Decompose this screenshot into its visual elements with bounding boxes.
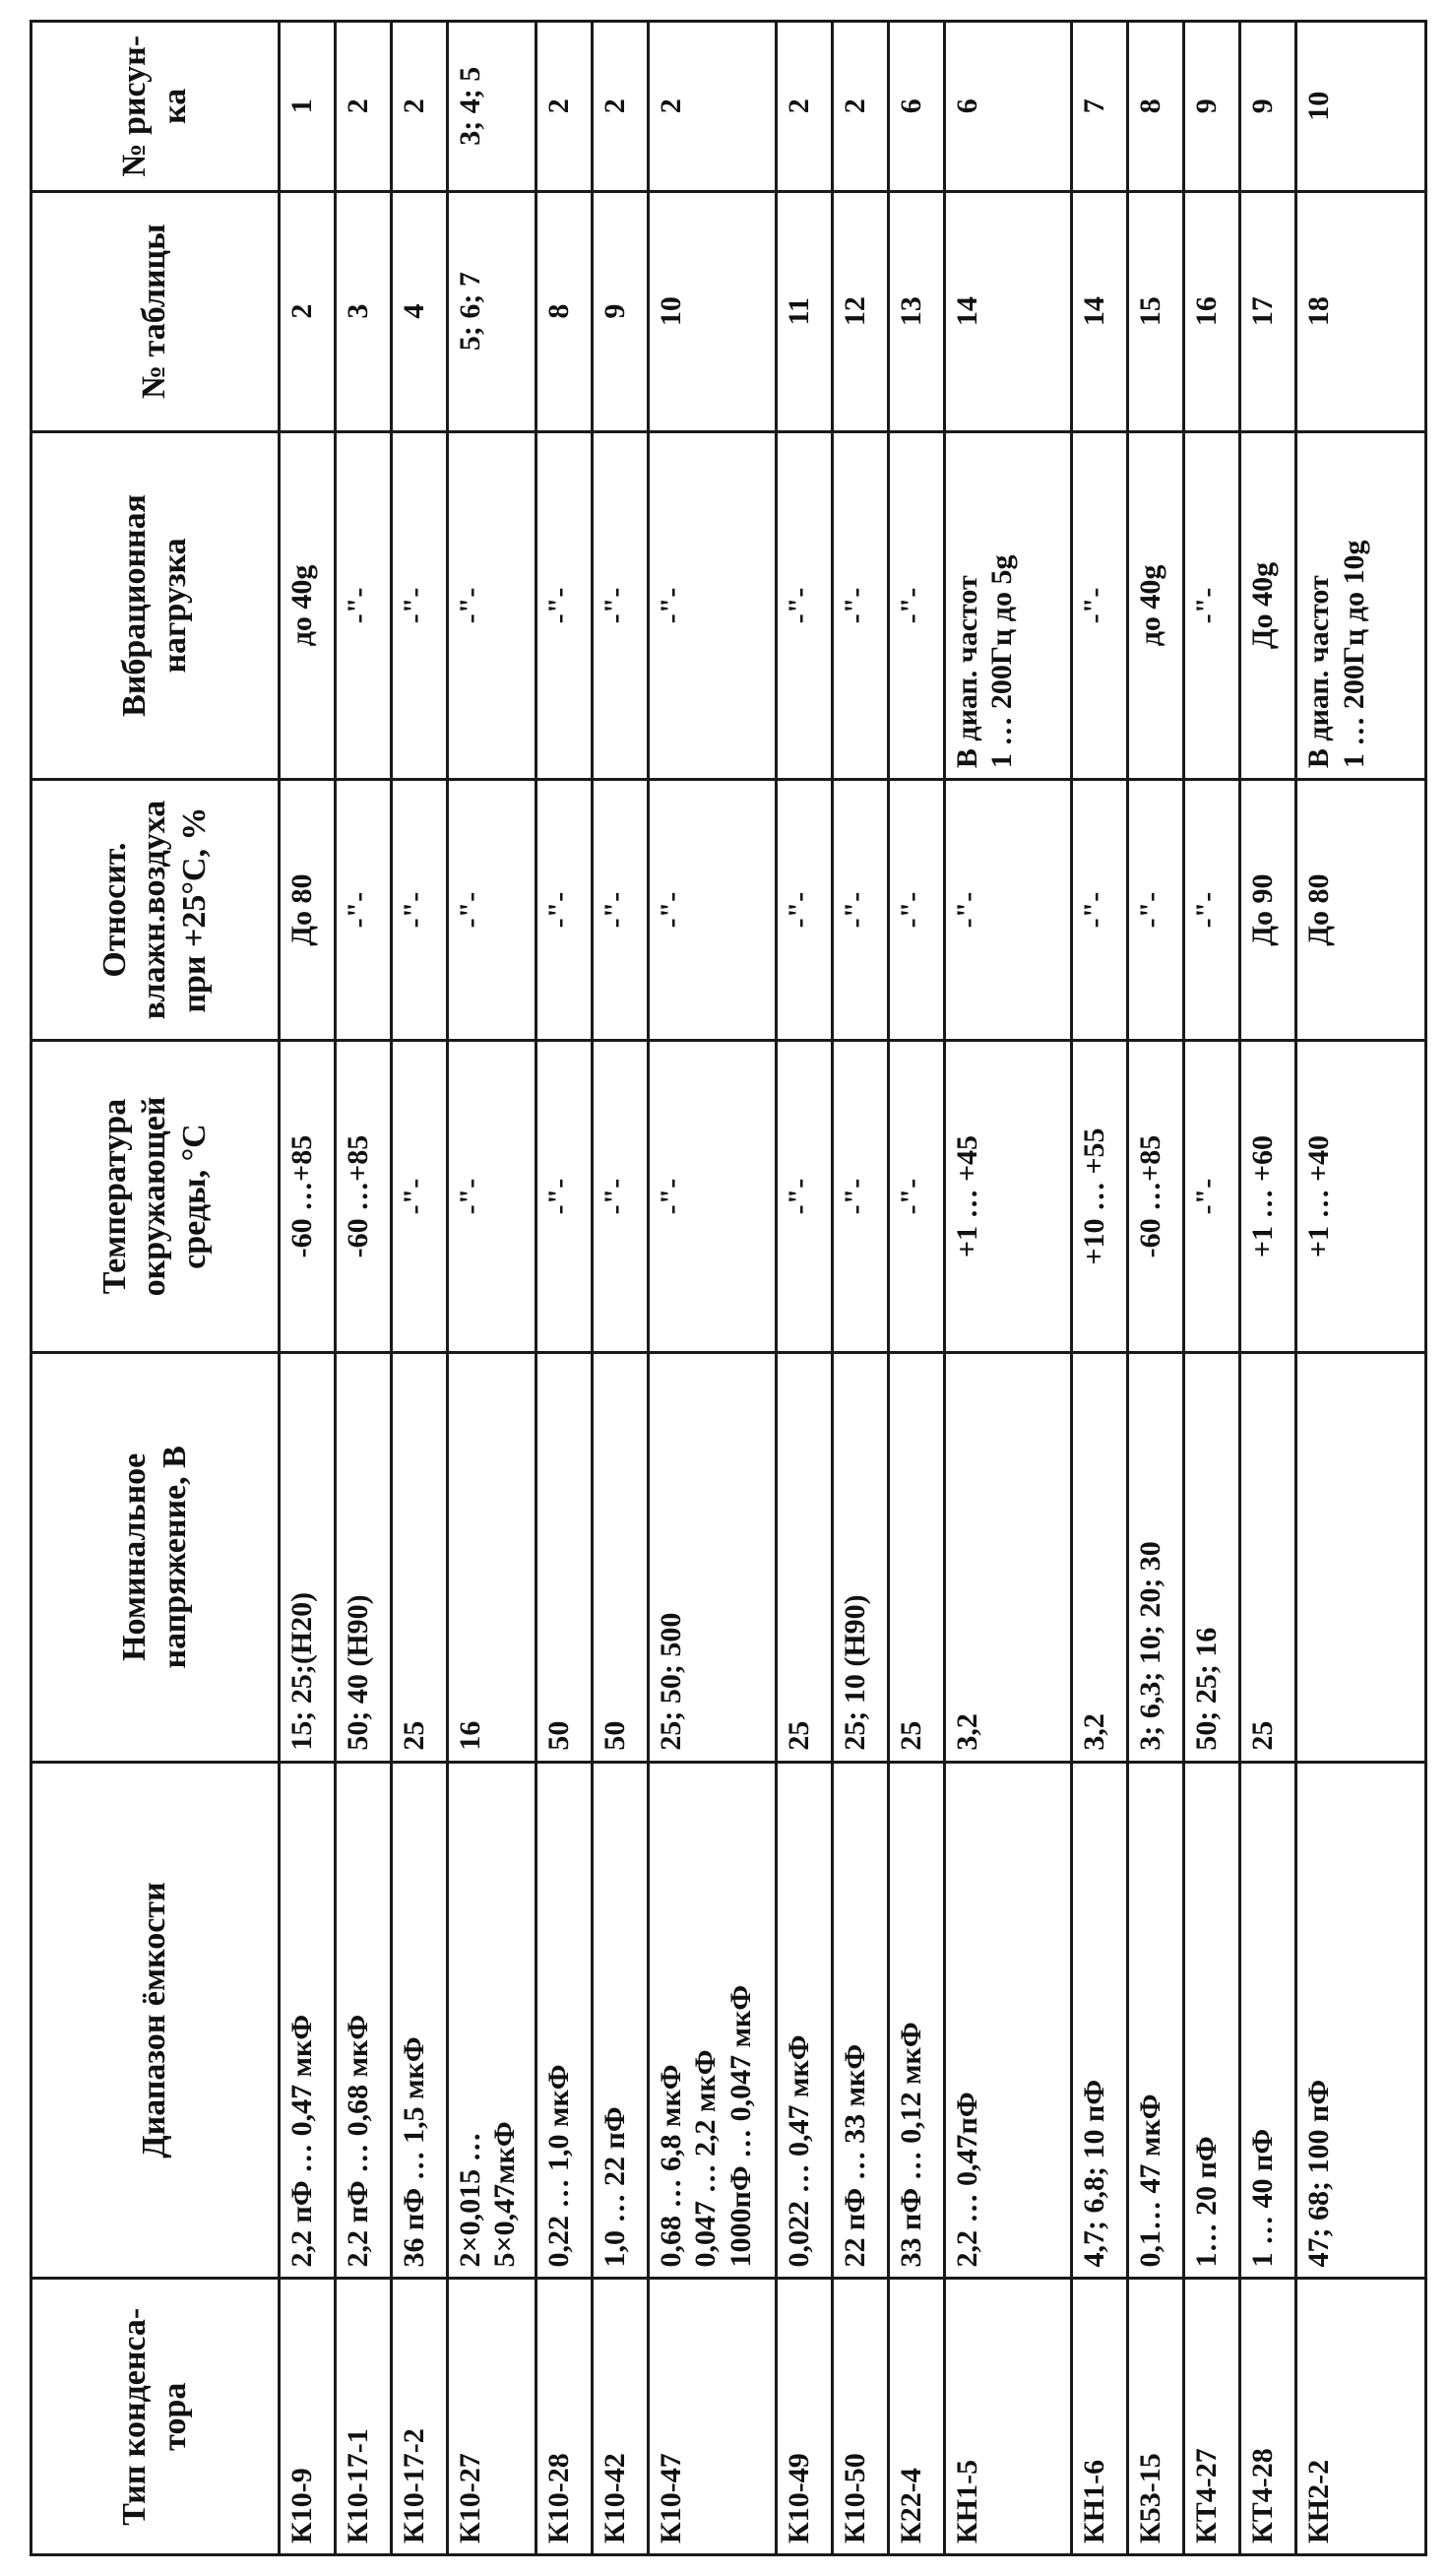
cell-table-no: 18 xyxy=(1296,191,1426,431)
cell-fig-no: 2 xyxy=(593,22,649,192)
cell-fig-no: 3; 4; 5 xyxy=(448,22,536,192)
cell-temp: -60 …+85 xyxy=(1128,1041,1184,1353)
cell-voltage: 3; 6,3; 10; 20; 30 xyxy=(1128,1353,1184,1763)
cell-fig-no: 1 xyxy=(280,22,336,192)
table-row xyxy=(1296,22,1426,2555)
cell-voltage: 25 xyxy=(1240,1353,1296,1763)
cell-fig-no: 9 xyxy=(1184,22,1240,192)
cell-vibration: до 40g xyxy=(280,431,336,779)
cell-voltage xyxy=(1296,1353,1426,1763)
cell-temp: +10 … +55 xyxy=(1072,1041,1128,1353)
cell-table-no: 12 xyxy=(832,191,888,431)
cell-vibration: -"- xyxy=(593,431,649,779)
table-row xyxy=(392,22,448,2555)
cell-type: К10-17-2 xyxy=(392,2279,448,2555)
cell-vibration: -"- xyxy=(536,431,593,779)
cell-humidity: -"- xyxy=(1072,780,1128,1041)
cell-range: 22 пФ … 33 мкФ xyxy=(832,1762,888,2279)
cell-voltage: 25; 10 (Н90) xyxy=(832,1353,888,1763)
cell-type: КН1-5 xyxy=(944,2279,1071,2555)
header-voltage: Номинальное напряжение, В xyxy=(32,1353,280,1763)
cell-fig-no: 10 xyxy=(1296,22,1426,192)
table-row xyxy=(1184,22,1240,2555)
cell-humidity: До 90 xyxy=(1240,780,1296,1041)
cell-humidity: До 80 xyxy=(1296,780,1426,1041)
cell-temp: -"- xyxy=(649,1041,776,1353)
cell-temp: -60 …+85 xyxy=(336,1041,392,1353)
cell-range: 2,2 пФ … 0,68 мкФ xyxy=(336,1762,392,2279)
cell-temp: -"- xyxy=(392,1041,448,1353)
cell-table-no: 5; 6; 7 xyxy=(448,191,536,431)
cell-fig-no: 9 xyxy=(1240,22,1296,192)
header-table-number: № таблицы xyxy=(32,191,280,431)
cell-table-no: 8 xyxy=(536,191,593,431)
cell-temp: +1 … +60 xyxy=(1240,1041,1296,1353)
cell-voltage: 25 xyxy=(392,1353,448,1763)
table-row xyxy=(536,22,593,2555)
header-vibration: Вибрационная нагрузка xyxy=(32,431,280,779)
cell-table-no: 14 xyxy=(944,191,1071,431)
cell-fig-no: 8 xyxy=(1128,22,1184,192)
cell-temp: -60 …+85 xyxy=(280,1041,336,1353)
cell-range: 1 … 40 пФ xyxy=(1240,1762,1296,2279)
table-row xyxy=(593,22,649,2555)
table-row xyxy=(1072,22,1128,2555)
cell-table-no: 4 xyxy=(392,191,448,431)
cell-range: 33 пФ … 0,12 мкФ xyxy=(888,1762,944,2279)
cell-range: 0,68 … 6,8 мкФ 0,047 … 2,2 мкФ 1000пФ … 0,047 мкФ xyxy=(649,1762,776,2279)
cell-fig-no: 2 xyxy=(536,22,593,192)
cell-voltage: 16 xyxy=(448,1353,536,1763)
cell-humidity: -"- xyxy=(392,780,448,1041)
table-row xyxy=(1240,22,1296,2555)
cell-type: КН1-6 xyxy=(1072,2279,1128,2555)
table-row xyxy=(776,22,832,2555)
cell-humidity: -"- xyxy=(1128,780,1184,1041)
cell-temp: -"- xyxy=(888,1041,944,1353)
cell-humidity: До 80 xyxy=(280,780,336,1041)
cell-voltage: 50; 25; 16 xyxy=(1184,1353,1240,1763)
cell-fig-no: 2 xyxy=(832,22,888,192)
table-header-row xyxy=(32,22,280,2555)
cell-temp: -"- xyxy=(536,1041,593,1353)
cell-vibration: -"- xyxy=(448,431,536,779)
cell-type: КТ4-27 xyxy=(1184,2279,1240,2555)
cell-fig-no: 6 xyxy=(888,22,944,192)
cell-humidity: -"- xyxy=(944,780,1071,1041)
cell-voltage: 25 xyxy=(776,1353,832,1763)
cell-vibration: -"- xyxy=(392,431,448,779)
cell-voltage: 50; 40 (Н90) xyxy=(336,1353,392,1763)
cell-humidity: -"- xyxy=(536,780,593,1041)
cell-temp: +1 … +40 xyxy=(1296,1041,1426,1353)
cell-table-no: 13 xyxy=(888,191,944,431)
cell-humidity: -"- xyxy=(336,780,392,1041)
cell-range: 2×0,015 … 5×0,47мкФ xyxy=(448,1762,536,2279)
table-row xyxy=(280,22,336,2555)
cell-fig-no: 2 xyxy=(776,22,832,192)
cell-type: К10-49 xyxy=(776,2279,832,2555)
cell-type: К53-15 xyxy=(1128,2279,1184,2555)
table-row xyxy=(1128,22,1184,2555)
table-row xyxy=(944,22,1071,2555)
cell-range: 4,7; 6,8; 10 пФ xyxy=(1072,1762,1128,2279)
cell-temp: -"- xyxy=(1184,1041,1240,1353)
cell-temp: -"- xyxy=(776,1041,832,1353)
header-capacitance-range: Диапазон ёмкости xyxy=(32,1762,280,2279)
cell-type: К10-28 xyxy=(536,2279,593,2555)
capacitor-spec-table xyxy=(30,20,1427,2556)
table-row xyxy=(888,22,944,2555)
cell-humidity: -"- xyxy=(593,780,649,1041)
cell-humidity: -"- xyxy=(832,780,888,1041)
cell-fig-no: 6 xyxy=(944,22,1071,192)
cell-temp: -"- xyxy=(593,1041,649,1353)
table-row xyxy=(832,22,888,2555)
cell-temp: +1 … +45 xyxy=(944,1041,1071,1353)
header-humidity: Относит. влажн.воздуха при +25°С, % xyxy=(32,780,280,1041)
table-row xyxy=(649,22,776,2555)
header-type: Тип конденса-тора xyxy=(32,2279,280,2555)
cell-fig-no: 7 xyxy=(1072,22,1128,192)
cell-vibration: -"- xyxy=(336,431,392,779)
cell-temp: -"- xyxy=(448,1041,536,1353)
cell-humidity: -"- xyxy=(888,780,944,1041)
cell-type: КН2-2 xyxy=(1296,2279,1426,2555)
cell-table-no: 14 xyxy=(1072,191,1128,431)
table-row xyxy=(336,22,392,2555)
cell-voltage: 3,2 xyxy=(1072,1353,1128,1763)
cell-voltage: 3,2 xyxy=(944,1353,1071,1763)
cell-type: К10-9 xyxy=(280,2279,336,2555)
cell-range: 0,22 … 1,0 мкФ xyxy=(536,1762,593,2279)
cell-range: 0,022 … 0,47 мкФ xyxy=(776,1762,832,2279)
cell-temp: -"- xyxy=(832,1041,888,1353)
cell-vibration: -"- xyxy=(776,431,832,779)
cell-range: 2,2 пФ … 0,47 мкФ xyxy=(280,1762,336,2279)
cell-type: К22-4 xyxy=(888,2279,944,2555)
cell-fig-no: 2 xyxy=(392,22,448,192)
cell-table-no: 10 xyxy=(649,191,776,431)
cell-type: К10-47 xyxy=(649,2279,776,2555)
header-figure-number: № рисун-ка xyxy=(32,22,280,192)
cell-table-no: 2 xyxy=(280,191,336,431)
cell-type: КТ4-28 xyxy=(1240,2279,1296,2555)
cell-type: К10-17-1 xyxy=(336,2279,392,2555)
cell-voltage: 50 xyxy=(536,1353,593,1763)
cell-range: 1… 20 пФ xyxy=(1184,1762,1240,2279)
cell-type: К10-50 xyxy=(832,2279,888,2555)
cell-table-no: 17 xyxy=(1240,191,1296,431)
cell-voltage: 15; 25;(Н20) xyxy=(280,1353,336,1763)
cell-range: 1,0 … 22 пФ xyxy=(593,1762,649,2279)
cell-fig-no: 2 xyxy=(336,22,392,192)
cell-type: К10-27 xyxy=(448,2279,536,2555)
cell-voltage: 25 xyxy=(888,1353,944,1763)
cell-vibration: -"- xyxy=(832,431,888,779)
cell-table-no: 3 xyxy=(336,191,392,431)
cell-table-no: 11 xyxy=(776,191,832,431)
cell-range: 47; 68; 100 пФ xyxy=(1296,1762,1426,2279)
cell-range: 36 пФ … 1,5 мкФ xyxy=(392,1762,448,2279)
cell-voltage: 50 xyxy=(593,1353,649,1763)
cell-humidity: -"- xyxy=(776,780,832,1041)
cell-vibration: до 40g xyxy=(1128,431,1184,779)
cell-humidity: -"- xyxy=(448,780,536,1041)
cell-type: К10-42 xyxy=(593,2279,649,2555)
header-temperature: Температура окружающей среды, °С xyxy=(32,1041,280,1353)
cell-vibration: В диап. частот 1 … 200Гц до 10g xyxy=(1296,431,1426,779)
cell-humidity: -"- xyxy=(1184,780,1240,1041)
cell-range: 2,2 … 0,47пФ xyxy=(944,1762,1071,2279)
cell-humidity: -"- xyxy=(649,780,776,1041)
cell-vibration: -"- xyxy=(649,431,776,779)
cell-vibration: -"- xyxy=(1072,431,1128,779)
cell-range: 0,1… 47 мкФ xyxy=(1128,1762,1184,2279)
cell-vibration: -"- xyxy=(888,431,944,779)
cell-voltage: 25; 50; 500 xyxy=(649,1353,776,1763)
cell-vibration: В диап. частот 1 … 200Гц до 5g xyxy=(944,431,1071,779)
cell-table-no: 9 xyxy=(593,191,649,431)
table-row xyxy=(448,22,536,2555)
cell-vibration: -"- xyxy=(1184,431,1240,779)
cell-table-no: 15 xyxy=(1128,191,1184,431)
cell-vibration: До 40g xyxy=(1240,431,1296,779)
cell-fig-no: 2 xyxy=(649,22,776,192)
cell-table-no: 16 xyxy=(1184,191,1240,431)
